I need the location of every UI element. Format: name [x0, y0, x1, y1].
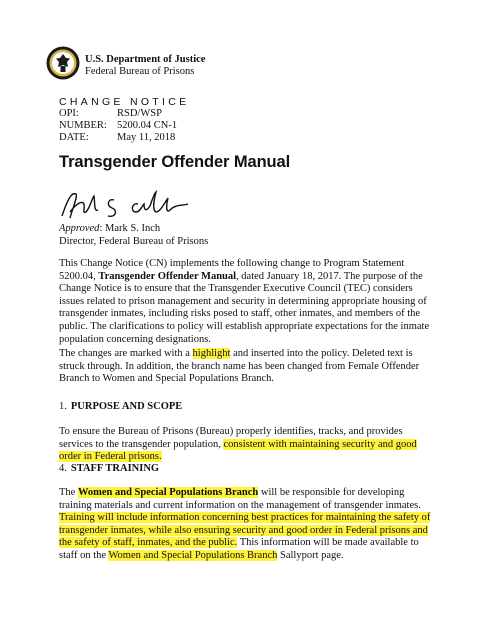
- section-purpose-text: [59, 426, 439, 464]
- approved-line: Approved: Mark S. Inch: [59, 223, 161, 234]
- text-run: This information will be made available to staff on the: [59, 537, 419, 561]
- section-title: PURPOSE AND SCOPE: [70, 401, 183, 412]
- text-run: Sallyport page.: [277, 549, 344, 561]
- meta-row-opi: [59, 108, 177, 120]
- meta-value: May 11, 2018: [117, 132, 176, 144]
- section-number: 4.: [59, 463, 67, 474]
- text-run: The changes are marked with a: [59, 348, 193, 359]
- text-run: This Change Notice (CN) implements the following change to Program Statement 5200.04,: [59, 258, 405, 282]
- doj-seal-icon: [46, 46, 80, 80]
- text-run: and inserted into the policy. Deleted text is struck through. In addition, the branch name has been changed from Female Offender Branch to Women and Special Populations Branch.: [59, 348, 420, 385]
- bureau-name: Federal Bureau of Prisons: [85, 66, 195, 77]
- change-notice-title: CHANGE NOTICE: [59, 96, 190, 108]
- letterhead: [46, 46, 346, 88]
- highlighted-text: Training will include information concerning best practices for maintaining the safety of transgender inmates, while also ensuring security and good order in Federal prisons and the safety of staff, inmates, and the public.: [59, 512, 431, 549]
- paragraph-purpose: [59, 258, 439, 346]
- meta-row-date: [59, 132, 177, 144]
- meta-key: DATE:: [59, 132, 89, 144]
- approver-name: Mark S. Inch: [104, 223, 161, 234]
- text-run: The: [59, 487, 78, 498]
- text-run: To ensure the Bureau of Prisons (Bureau) properly identifies, tracks, and provides services to the transgender population,: [59, 426, 403, 450]
- department-name: U.S. Department of Justice: [85, 54, 206, 65]
- program-title-bold: Transgender Offender Manual: [98, 270, 237, 282]
- section-heading-training: [59, 463, 439, 476]
- text-run: , dated January 18, 2017. The purpose of the Change Notice is to ensure that the Transgender Executive Council (TEC) considers issues related to prison management and security in determining appropriate housing of transgender inmates, including risks posed to staff, other inmates, and members of the public. The clarifications to policy will establish appropriate expectations for the inmate population concerning designations.: [59, 270, 430, 345]
- highlighted-text: highlight: [192, 348, 231, 359]
- section-number: 1.: [59, 401, 67, 412]
- meta-value: 5200.04 CN-1: [117, 120, 178, 132]
- director-signature: [58, 186, 194, 226]
- highlighted-branch-name: Women and Special Populations Branch: [77, 487, 259, 498]
- approver-role: Director, Federal Bureau of Prisons: [59, 235, 209, 247]
- section-training-text: [59, 487, 439, 563]
- text-run: will be responsible for developing training materials and current information on the management of transgender inmates.: [59, 487, 421, 511]
- document-title: Transgender Offender Manual: [59, 153, 291, 171]
- section-heading-purpose: [59, 401, 439, 414]
- highlighted-text: consistent with maintaining security and good order in Federal prisons.: [59, 438, 417, 463]
- section-title: STAFF TRAINING: [70, 463, 160, 474]
- approval-block: [59, 223, 208, 248]
- approved-label: Approved: [59, 223, 100, 234]
- notice-metadata: [59, 108, 177, 145]
- meta-value: RSD/WSP: [117, 108, 162, 119]
- highlighted-branch-name: Women and Special Populations Branch: [108, 549, 278, 561]
- meta-row-number: [59, 120, 177, 132]
- paragraph-changes: [59, 348, 439, 386]
- meta-key: OPI:: [59, 108, 79, 119]
- agency-name: [85, 54, 205, 78]
- meta-key: NUMBER:: [59, 120, 107, 132]
